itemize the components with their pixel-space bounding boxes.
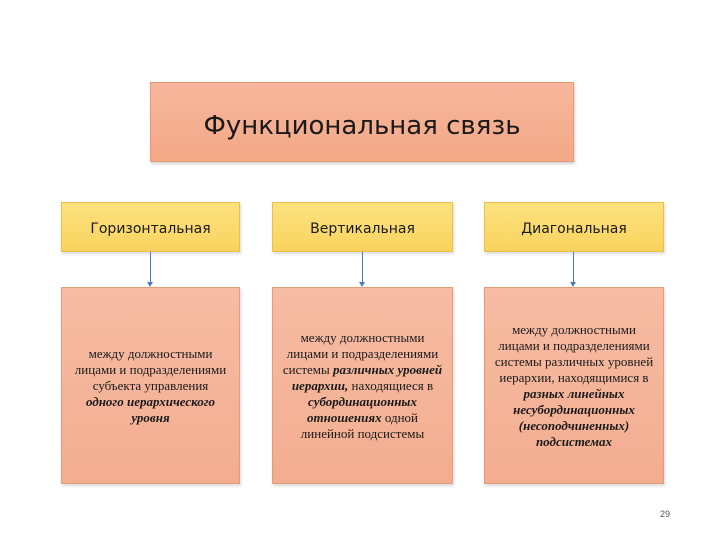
description-plain: одной линейной подсистемы: [300, 409, 425, 441]
type-box-diagonal: [484, 202, 664, 252]
description-plain: между должностными лицами и подразделениями субъекта управления: [74, 345, 227, 393]
page-number: 29: [659, 509, 670, 519]
connector-line-vertical: [362, 252, 363, 282]
description-box-horizontal: [61, 287, 240, 484]
description-plain: между должностными лицами и подразделениями системы: [282, 329, 439, 377]
description-emphasis: субординационных отношениях: [307, 393, 417, 425]
description-plain: находящиеся в: [351, 377, 434, 393]
connector-line-horizontal: [150, 252, 151, 282]
description-text: [68, 346, 233, 426]
description-box-vertical: [272, 287, 453, 484]
description-box-diagonal: [484, 287, 664, 484]
description-plain: между должностными лицами и подразделениями системы различных уровней иерархии, находящимися в: [494, 321, 654, 385]
description-emphasis: одного иерархического уровня: [85, 393, 216, 425]
type-box-vertical: [272, 202, 453, 252]
title-box: [150, 82, 574, 162]
type-label-horizontal: Горизонтальная: [90, 221, 211, 237]
description-emphasis: разных линейных несубординационных (несоподчиненных) подсистемах: [513, 385, 635, 449]
connector-line-diagonal: [573, 252, 574, 282]
type-box-horizontal: [61, 202, 240, 252]
description-text: [281, 330, 444, 442]
type-label-diagonal: Диагональная: [521, 221, 627, 237]
diagram-title: Функциональная связь: [203, 111, 521, 141]
type-label-vertical: Вертикальная: [310, 221, 415, 237]
description-emphasis: различных уровней иерархии,: [291, 361, 443, 393]
description-text: [493, 322, 655, 450]
